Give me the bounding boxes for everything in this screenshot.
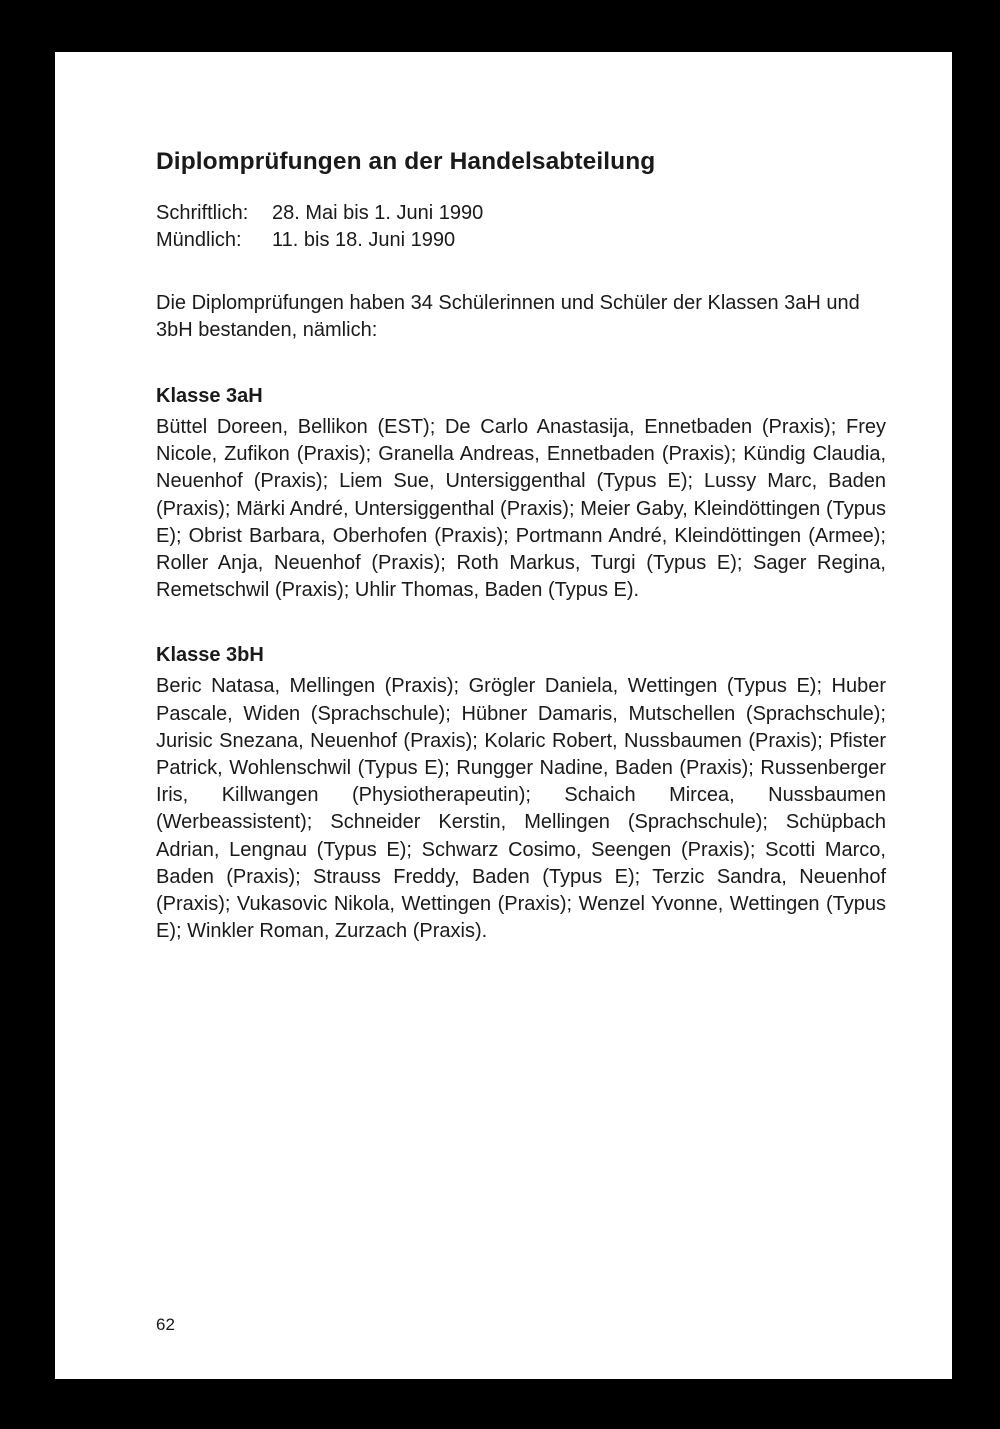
exam-dates: [156, 200, 886, 254]
written-exam-row: [156, 200, 886, 227]
written-exam-value: 28. Mai bis 1. Juni 1990: [272, 202, 484, 224]
intro-paragraph: Die Diplomprüfungen haben 34 Schülerinnen und Schüler der Klassen 3aH und 3bH bestanden, nämlich:: [156, 292, 860, 341]
class-3bh-list: Beric Natasa, Mellingen (Praxis); Grögler Daniela, Wettingen (Typus E); Huber Pascale, Widen (Sprachschule); Hübner Damaris, Mutschellen (Sprachschule); Jurisic Snezana, Neuenhof (Praxis); Kolaric Robert, Nussbaumen (Praxis); Pfister Patrick, Wohlenschwil (Typus E); Rungger Nadine, Baden (Praxis); Russenberger Iris, Killwangen (Physiotherapeutin); Schaich Mircea, Nussbaumen (Werbeassistent); Schneider Kerstin, Mellingen (Sprachschule); Schüpbach Adrian, Lengnau (Typus E); Schwarz Cosimo, Seengen (Praxis); Scotti Marco, Baden (Praxis); Strauss Freddy, Baden (Typus E); Terzic Sandra, Neuenhof (Praxis); Vukasovic Nikola, Wettingen (Praxis); Wenzel Yvonne, Wettingen (Typus E); Winkler Roman, Zurzach (Praxis).: [156, 675, 886, 943]
document-page: [55, 52, 952, 1379]
oral-exam-value: 11. bis 18. Juni 1990: [272, 229, 456, 251]
class-3ah-heading: Klasse 3aH: [156, 385, 263, 407]
class-3bh-heading: Klasse 3bH: [156, 644, 264, 667]
oral-exam-row: [156, 227, 886, 254]
page-content: [156, 146, 886, 945]
page-number: 62: [156, 1315, 175, 1334]
written-exam-label: Schriftlich:: [156, 202, 249, 224]
oral-exam-label: Mündlich:: [156, 229, 242, 251]
page-title: Diplomprüfungen an der Handelsabteilung: [156, 148, 656, 175]
class-3ah-list: Büttel Doreen, Bellikon (EST); De Carlo Anastasija, Ennetbaden (Praxis); Frey Nicole, Zufikon (Praxis); Granella Andreas, Ennetbaden (Praxis); Kündig Claudia, Neuenhof (Praxis); Liem Sue, Untersiggenthal (Typus E); Lussy Marc, Baden (Praxis); Märki André, Untersiggenthal (Praxis); Meier Gaby, Kleindöttingen (Typus E); Obrist Barbara, Oberhofen (Praxis); Portmann André, Kleindöttingen (Armee); Roller Anja, Neuenhof (Praxis); Roth Markus, Turgi (Typus E); Sager Regina, Remetschwil (Praxis); Uhlir Thomas, Baden (Typus E).: [156, 416, 886, 602]
